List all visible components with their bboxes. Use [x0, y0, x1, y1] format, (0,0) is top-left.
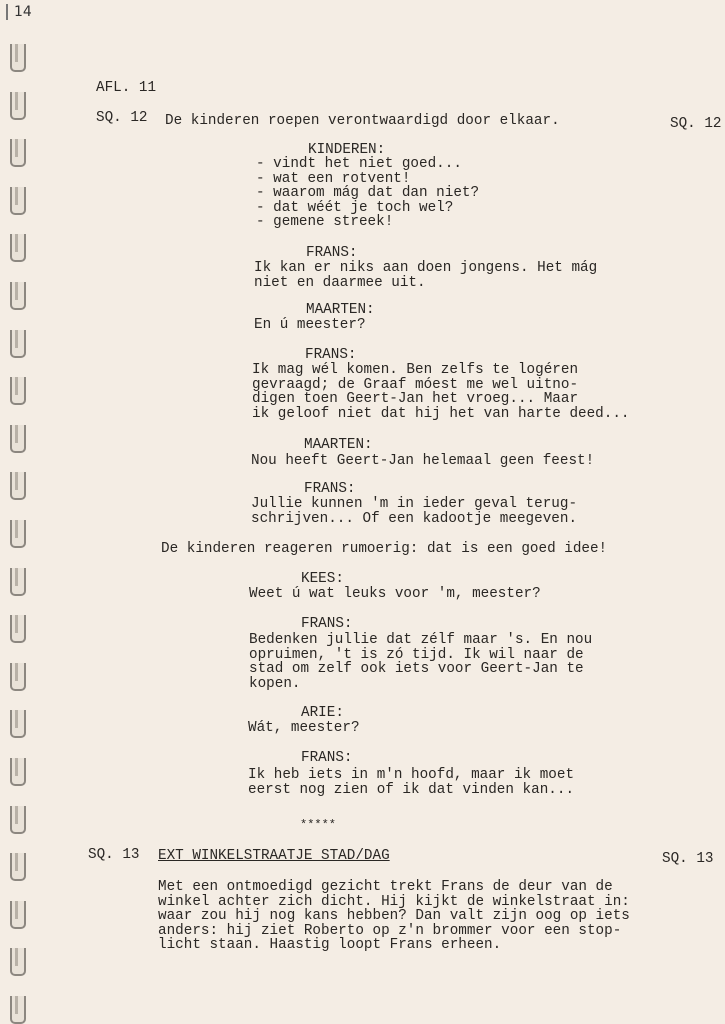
binding-hole — [10, 139, 26, 167]
dialogue-line: Ik heb iets in m'n hoofd, maar ik moet — [248, 767, 575, 783]
page-number: 14 — [6, 4, 32, 20]
dialogue-line: stad om zelf ook iets voor Geert-Jan te — [249, 661, 584, 677]
speaker-maarten: MAARTEN: — [306, 302, 375, 318]
dialogue-line: gevraagd; de Graaf móest me wel uitno- — [252, 376, 579, 393]
dialogue-line: digen toen Geert-Jan het vroeg... Maar — [252, 391, 579, 407]
speaker-kees: KEES: — [301, 571, 344, 587]
dialogue-line: Weet ú wat leuks voor 'm, meester? — [249, 586, 541, 602]
dialogue-maarten — [251, 454, 594, 469]
speaker-arie: ARIE: — [301, 705, 344, 721]
dialogue-line: - vindt het niet goed... — [256, 156, 462, 172]
binding-hole — [10, 996, 26, 1024]
binding-hole — [10, 377, 26, 405]
dialogue-line: kopen. — [249, 675, 301, 692]
binding-hole — [10, 520, 26, 548]
dialogue-frans — [248, 768, 574, 797]
scene-separator: ***** — [300, 818, 337, 832]
sq13-body — [158, 880, 630, 953]
speaker-frans: FRANS: — [301, 616, 353, 632]
ring-binding — [6, 20, 28, 1020]
dialogue-frans — [252, 363, 630, 421]
dialogue-frans — [254, 261, 597, 290]
binding-hole — [10, 948, 26, 976]
sq13-heading: EXT WINKELSTRAATJE STAD/DAG — [158, 848, 390, 864]
body-line: Met een ontmoedigd gezicht trekt Frans de deur van de — [158, 879, 613, 895]
binding-hole — [10, 425, 26, 453]
dialogue-line: Wát, meester? — [248, 720, 360, 736]
dialogue-line: eerst nog zien of ik dat vinden kan... — [248, 781, 575, 798]
dialogue-kinderen — [256, 157, 479, 230]
dialogue-line: niet en daarmee uit. — [254, 274, 426, 291]
speaker-frans: FRANS: — [301, 750, 353, 766]
binding-hole — [10, 92, 26, 120]
binding-hole — [10, 615, 26, 643]
binding-hole — [10, 568, 26, 596]
dialogue-line: Jullie kunnen 'm in ieder geval terug- — [251, 496, 578, 512]
sq13-label-right: SQ. 13 — [662, 851, 714, 867]
dialogue-line: - gemene streek! — [256, 214, 394, 230]
sq12-label-right: SQ. 12 — [670, 116, 722, 132]
dialogue-kees — [249, 587, 541, 602]
dialogue-arie — [248, 721, 360, 736]
speaker-kinderen: KINDEREN: — [308, 142, 386, 158]
dialogue-line: - wat een rotvent! — [256, 170, 411, 187]
binding-hole — [10, 901, 26, 929]
dialogue-maarten — [254, 318, 366, 333]
dialogue-line: - dat wéét je toch wel? — [256, 199, 454, 216]
episode-label: AFL. 11 — [96, 80, 157, 96]
binding-hole — [10, 472, 26, 500]
dialogue-line: Bedenken jullie dat zélf maar 's. En nou — [249, 632, 593, 648]
sq12-label-left: SQ. 12 — [96, 110, 148, 126]
dialogue-frans — [249, 633, 592, 691]
binding-hole — [10, 710, 26, 738]
dialogue-frans — [251, 497, 577, 526]
sq13-label-left: SQ. 13 — [88, 847, 140, 863]
dialogue-line: - waarom mág dat dan niet? — [256, 185, 480, 201]
sq12-intro: De kinderen roepen verontwaardigd door elkaar. — [165, 113, 560, 129]
binding-hole — [10, 758, 26, 786]
speaker-frans: FRANS: — [305, 347, 357, 363]
dialogue-line: ik geloof niet dat hij het van harte deed... — [252, 405, 630, 422]
dialogue-line: schrijven... Of een kadootje meegeven. — [251, 510, 578, 527]
binding-hole — [10, 806, 26, 834]
body-line: winkel achter zich dicht. Hij kijkt de winkelstraat in: — [158, 893, 630, 910]
binding-hole — [10, 44, 26, 72]
binding-hole — [10, 187, 26, 215]
binding-hole — [10, 663, 26, 691]
dialogue-line: opruimen, 't is zó tijd. Ik wil naar de — [249, 646, 584, 663]
dialogue-line: Ik kan er niks aan doen jongens. Het mág — [254, 260, 598, 276]
binding-hole — [10, 282, 26, 310]
binding-hole — [10, 234, 26, 262]
body-line: waar zou hij nog kans hebben? Dan valt zijn oog op iets — [158, 908, 630, 924]
speaker-frans: FRANS: — [306, 245, 358, 261]
dialogue-line: Ik mag wél komen. Ben zelfs te logéren — [252, 362, 579, 378]
speaker-frans: FRANS: — [304, 481, 356, 497]
binding-hole — [10, 853, 26, 881]
dialogue-line: En ú meester? — [254, 317, 366, 333]
body-line: anders: hij ziet Roberto op z'n brommer voor een stop- — [158, 922, 622, 939]
speaker-maarten: MAARTEN: — [304, 437, 373, 453]
binding-hole — [10, 330, 26, 358]
dialogue-line: Nou heeft Geert-Jan helemaal geen feest! — [251, 453, 595, 469]
action-line: De kinderen reageren rumoerig: dat is een goed idee! — [161, 541, 608, 557]
body-line: licht staan. Haastig loopt Frans erheen. — [158, 937, 502, 953]
